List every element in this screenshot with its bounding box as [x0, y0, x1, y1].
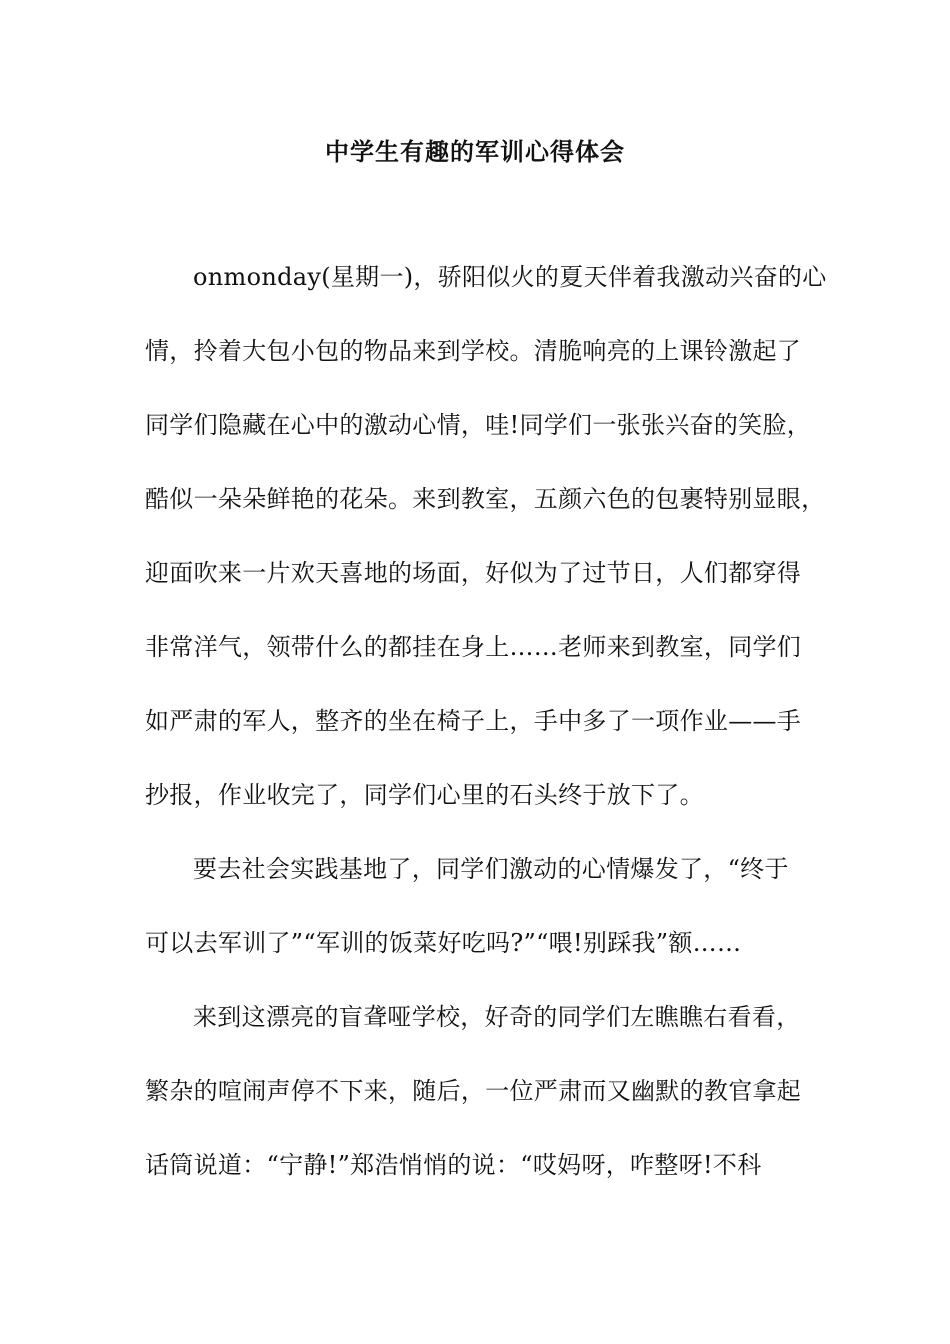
paragraph-3-line-2: 繁杂的喧闹声停不下来，随后，一位严肃而又幽默的教官拿起 — [145, 1077, 802, 1105]
paragraph-3-line-1: 来到这漂亮的盲聋哑学校，好奇的同学们左瞧瞧右看看， — [193, 1003, 801, 1031]
paragraph-1-line-8: 抄报，作业收完了，同学们心里的石头终于放下了。 — [145, 781, 704, 809]
document-title: 中学生有趣的军训心得体会 — [325, 137, 625, 166]
paragraph-2-line-2: 可以去军训了”“军训的饭菜好吃吗?”“喂!别踩我”额…… — [145, 929, 742, 957]
paragraph-1-line-5: 迎面吹来一片欢天喜地的场面，好似为了过节日，人们都穿得 — [145, 559, 802, 587]
paragraph-2-line-1: 要去社会实践基地了，同学们激动的心情爆发了，“终于 — [193, 855, 789, 883]
paragraph-3-line-3: 话筒说道：“宁静!”郑浩悄悄的说：“哎妈呀，咋整呀!不科 — [145, 1151, 762, 1179]
paragraph-1-line-1: onmonday(星期一)，骄阳似火的夏天伴着我激动兴奋的心 — [193, 263, 827, 291]
document-body — [145, 246, 825, 1208]
paragraph-1-line-6: 非常洋气，领带什么的都挂在身上……老师来到教室，同学们 — [145, 633, 802, 661]
paragraph-1-line-3: 同学们隐藏在心中的激动心情，哇!同学们一张张兴奋的笑脸， — [145, 411, 812, 439]
paragraph-1-line-4: 酷似一朵朵鲜艳的花朵。来到教室，五颜六色的包裹特别显眼， — [145, 485, 826, 513]
paragraph-1-line-7: 如严肃的军人，整齐的坐在椅子上，手中多了一项作业——手 — [145, 707, 802, 735]
paragraph-1-line-2: 情，拎着大包小包的物品来到学校。清脆响亮的上课铃激起了 — [145, 337, 802, 365]
